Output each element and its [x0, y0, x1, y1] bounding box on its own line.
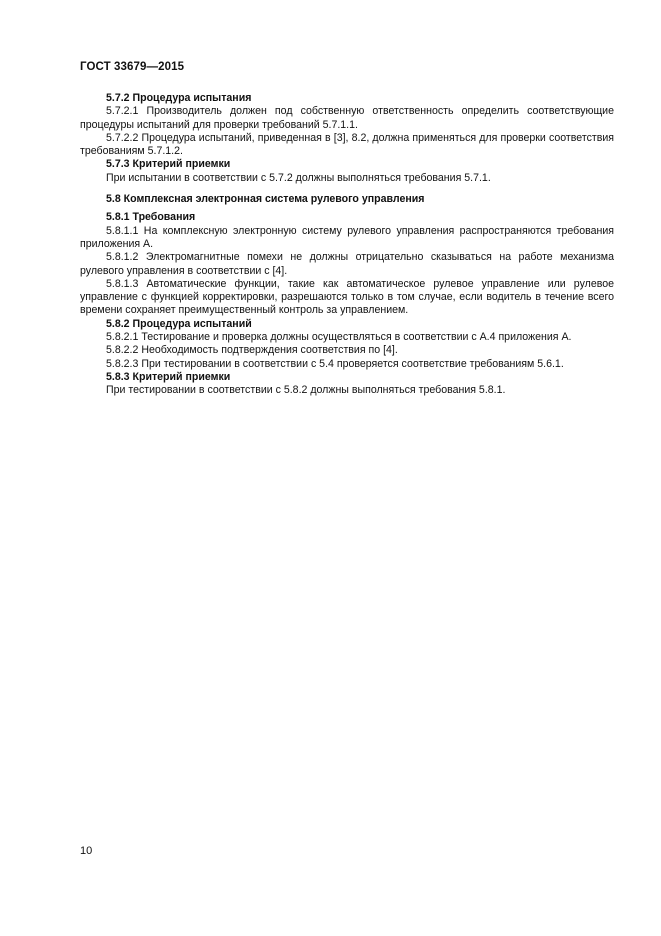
document-body	[80, 92, 614, 398]
document-header: ГОСТ 33679—2015	[80, 61, 185, 73]
heading-5-7-2: 5.7.2 Процедура испытания	[106, 92, 252, 104]
paragraph-5-8-1-2: 5.8.1.2 Электромагнитные помехи не должны отрицательно сказываться на работе механизма рулевого управления в соответствии с [4].	[80, 251, 614, 277]
paragraph-5-8-2-3: 5.8.2.3 При тестировании в соответствии с 5.4 проверяется соответствие требованиям 5.6.1.	[106, 357, 564, 370]
section-heading-5-8: 5.8 Комплексная электронная система рулевого управления	[106, 193, 425, 206]
heading-5-8-3: 5.8.3 Критерий приемки	[106, 370, 231, 383]
paragraph-5-7-2-2: 5.7.2.2 Процедура испытаний, приведенная в [3], 8.2, должна применяться для проверки соответствия требованиям 5.7.1.2.	[80, 131, 614, 158]
heading-5-8-2: 5.8.2 Процедура испытаний	[106, 317, 252, 330]
paragraph-5-8-1-1: 5.8.1.1 На комплексную электронную систему рулевого управления распространяются требования приложения А.	[80, 224, 614, 250]
heading-5-7-3: 5.7.3 Критерий приемки	[106, 158, 231, 171]
paragraph-5-8-1-3: 5.8.1.3 Автоматические функции, такие как автоматическое рулевое управление или рулевое управление с функцией корректировки, разрешаются только в том случае, если водитель в течение всего времени сохраняет преимущественный контроль за управлением.	[80, 277, 614, 317]
paragraph-5-8-2-1: 5.8.2.1 Тестирование и проверка должны осуществляться в соответствии с А.4 приложения А.	[106, 331, 572, 344]
paragraph-5-8-2-2: 5.8.2.2 Необходимость подтверждения соответствия по [4].	[106, 344, 398, 357]
paragraph-5-7-3: При испытании в соответствии с 5.7.2 должны выполняться требования 5.7.1.	[106, 171, 491, 184]
paragraph-5-8-3: При тестировании в соответствии с 5.8.2 должны выполняться требования 5.8.1.	[106, 384, 506, 397]
page-number: 10	[80, 845, 93, 857]
heading-5-8-1: 5.8.1 Требования	[106, 211, 196, 224]
paragraph-5-7-2-1: 5.7.2.1 Производитель должен под собственную ответственность определить соответствующие процедуры испытаний для проверки требований 5.7.1.1.	[80, 105, 614, 131]
